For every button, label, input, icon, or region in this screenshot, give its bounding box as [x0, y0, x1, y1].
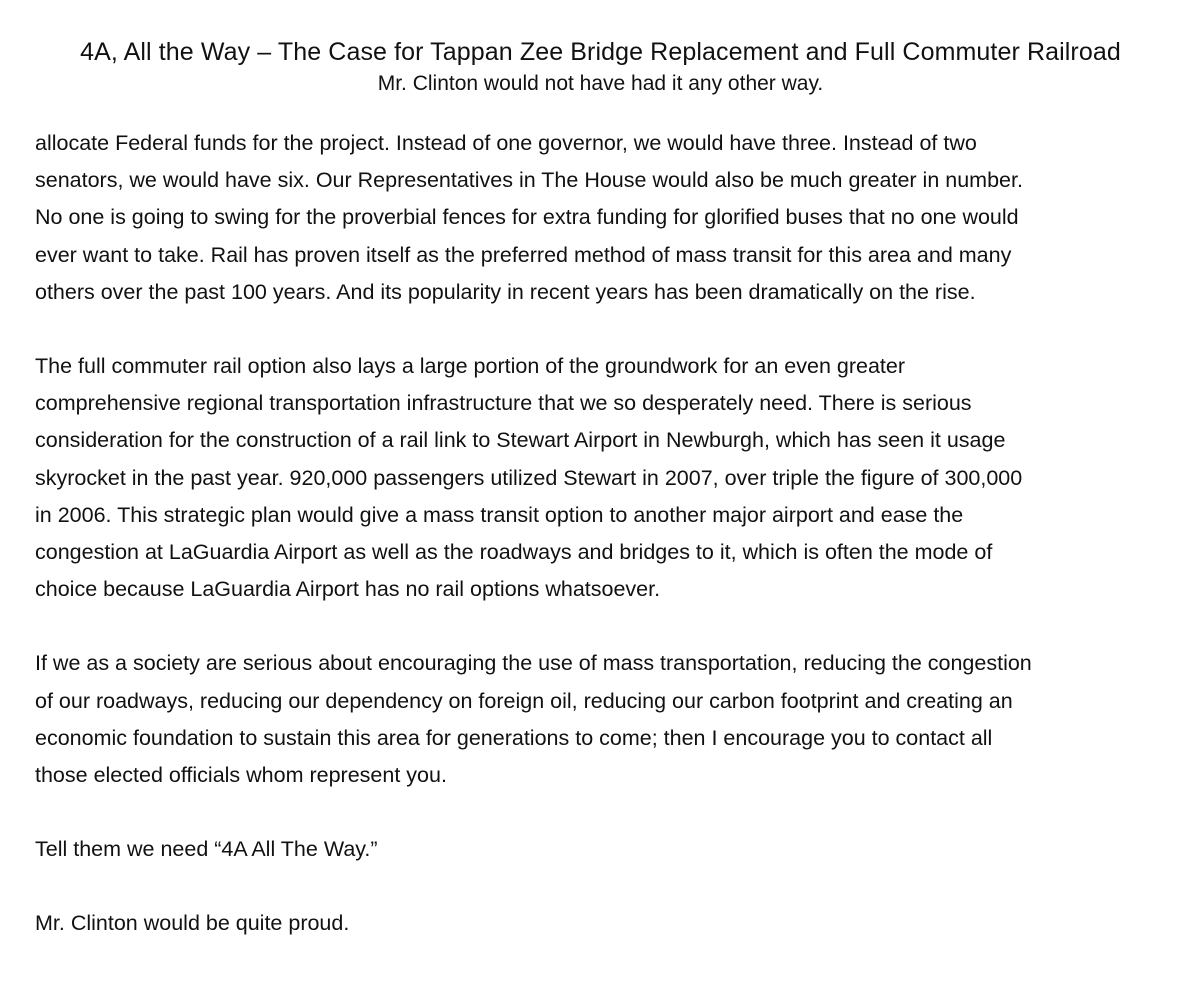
- document-body: [35, 125, 1166, 943]
- text-line: congestion at LaGuardia Airport as well as the roadways and bridges to it, which is often the mode of: [35, 540, 993, 565]
- paragraph-federal-funding: [35, 125, 1166, 311]
- text-line: The full commuter rail option also lays a large portion of the groundwork for an even greater: [35, 354, 906, 379]
- text-line: Tell them we need “4A All The Way.”: [35, 837, 378, 862]
- text-line: No one is going to swing for the proverbial fences for extra funding for glorified buses that no one would: [35, 205, 1019, 230]
- document-title: 4A, All the Way – The Case for Tappan Zee Bridge Replacement and Full Commuter Railroad: [80, 38, 1121, 66]
- paragraph-closing: [35, 905, 1166, 942]
- text-line: in 2006. This strategic plan would give a mass transit option to another major airport and ease the: [35, 502, 964, 527]
- paragraph-slogan: [35, 831, 1166, 868]
- text-line: skyrocket in the past year. 920,000 passengers utilized Stewart in 2007, over triple the figure of 300,000: [35, 465, 1023, 490]
- document-header: [35, 36, 1166, 99]
- paragraph-call-to-action: [35, 645, 1166, 794]
- text-line: senators, we would have six. Our Representatives in The House would also be much greater in number.: [35, 168, 1023, 193]
- text-line: of our roadways, reducing our dependency on foreign oil, reducing our carbon footprint and creating an: [35, 688, 1013, 713]
- document-subtitle: Mr. Clinton would not have had it any other way.: [377, 72, 824, 95]
- text-line: If we as a society are serious about encouraging the use of mass transportation, reducing the congestion: [35, 651, 1032, 676]
- text-line: comprehensive regional transportation infrastructure that we so desperately need. There is serious: [35, 391, 972, 416]
- text-line: allocate Federal funds for the project. Instead of one governor, we would have three. Instead of two: [35, 131, 977, 155]
- text-line: economic foundation to sustain this area for generations to come; then I encourage you to contact all: [35, 725, 993, 750]
- text-line: choice because LaGuardia Airport has no rail options whatsoever.: [35, 577, 661, 602]
- text-line: Mr. Clinton would be quite proud.: [35, 911, 350, 936]
- text-line: others over the past 100 years. And its popularity in recent years has been dramatically on the rise.: [35, 279, 976, 304]
- paragraph-regional-infrastructure: [35, 348, 1166, 608]
- text-line: ever want to take. Rail has proven itself as the preferred method of mass transit for this area and many: [35, 242, 1012, 267]
- text-line: consideration for the construction of a rail link to Stewart Airport in Newburgh, which has seen it usage: [35, 428, 1006, 453]
- text-line: those elected officials whom represent you.: [35, 763, 447, 788]
